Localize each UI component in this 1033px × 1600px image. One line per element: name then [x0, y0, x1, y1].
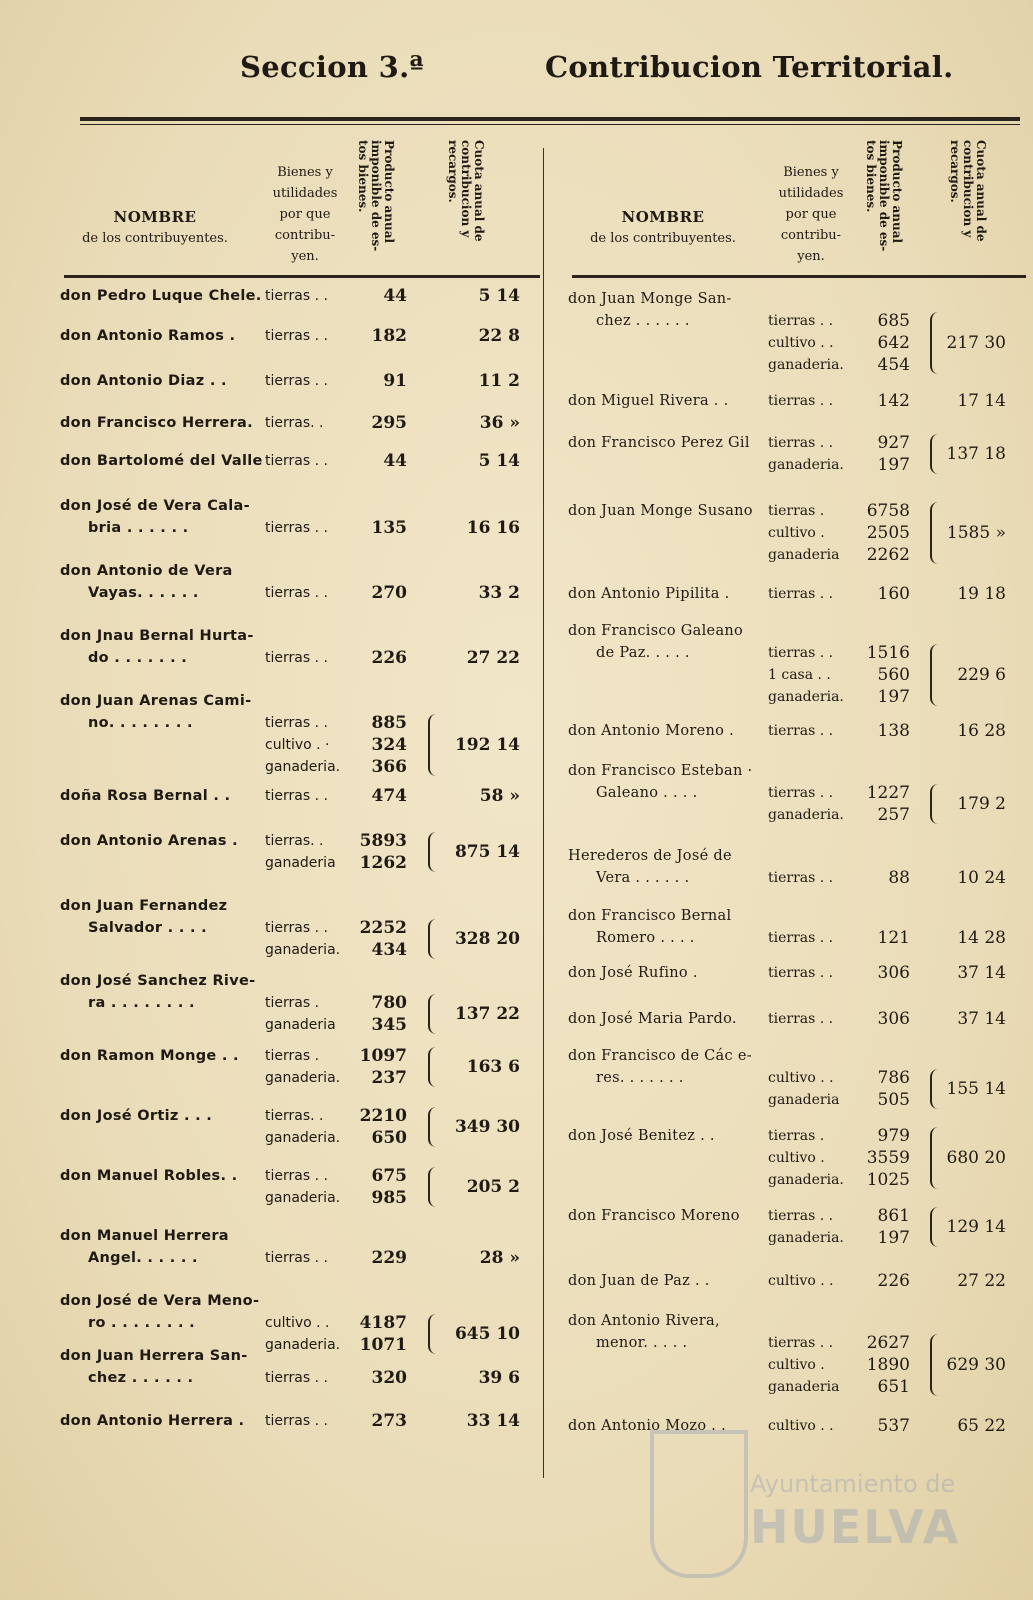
name-line: don Pedro Luque Chele. [60, 288, 262, 304]
annual-quota: 1585 » [946, 523, 1006, 543]
name-line: don Antonio Arenas . [60, 833, 238, 849]
contributor-name [60, 285, 262, 307]
annual-quota: 349 30 [454, 1117, 520, 1137]
name-line: do . . . . . . . [88, 650, 188, 666]
taxable-value: 5893 [359, 831, 407, 851]
brace [930, 1069, 942, 1109]
taxable-value: 257 [877, 805, 910, 825]
property-type: ganaderia. [265, 1337, 341, 1353]
header-nombre: NOMBRE de los contribuyentes. [82, 208, 228, 246]
property-type: tierras . . [768, 723, 834, 739]
taxable-value: 237 [371, 1068, 407, 1088]
property-type: cultivo . . [768, 1273, 834, 1289]
property-type: ganaderia. [265, 1190, 341, 1206]
property-type: cultivo . [768, 1357, 825, 1373]
brace [428, 1047, 440, 1087]
header-nombre: NOMBRE de los contribuyentes. [590, 208, 736, 246]
property-type: tierras . . [265, 715, 328, 731]
taxable-value: 1097 [359, 1046, 407, 1066]
property-type: tierras . . [265, 920, 328, 936]
annual-quota: 5 14 [478, 451, 520, 471]
annual-quota: 155 14 [946, 1079, 1006, 1099]
taxable-value: 1516 [866, 643, 910, 663]
taxable-value: 324 [371, 735, 407, 755]
annual-quota: 11 2 [478, 371, 520, 391]
name-line: don Jnau Bernal Hurta- [60, 628, 254, 644]
annual-quota: 875 14 [454, 842, 520, 862]
property-type: ganaderia. [768, 807, 844, 823]
name-line: don José Benitez . . [568, 1128, 715, 1144]
taxable-value: 1025 [866, 1170, 910, 1190]
property-type: tierras . . [265, 288, 328, 304]
annual-quota: 129 14 [946, 1217, 1006, 1237]
annual-quota: 17 14 [957, 391, 1006, 411]
property-type: cultivo . [768, 1150, 825, 1166]
property-type: ganaderia. [768, 457, 844, 473]
taxable-value: 135 [371, 518, 407, 538]
contributor-name [568, 500, 753, 522]
name-line: no. . . . . . . . [88, 715, 193, 731]
taxable-value: 985 [371, 1188, 407, 1208]
property-type: tierras . . [768, 870, 834, 886]
header-cuota: Cuota anual de contribucion y recargos. [948, 140, 988, 242]
contributor-name [568, 1205, 740, 1227]
property-type: ganaderia [768, 547, 840, 563]
property-type: ganaderia [265, 1017, 336, 1033]
name-line: don Manuel Herrera [60, 1228, 229, 1244]
taxable-value: 44 [383, 451, 407, 471]
name-line: Vayas. . . . . . [88, 585, 199, 601]
annual-quota: 163 6 [466, 1057, 520, 1077]
taxable-value: 273 [371, 1411, 407, 1431]
name-line: don Francisco Herrera. [60, 415, 253, 431]
property-type: tierras . . [265, 1168, 328, 1184]
name-line: Vera . . . . . . [596, 870, 690, 886]
name-line: don Francisco Galeano [568, 623, 744, 639]
property-type: cultivo . . [265, 1315, 330, 1331]
shield-icon [650, 1430, 748, 1578]
name-line: don Antonio Ramos . [60, 328, 236, 344]
taxable-value: 142 [877, 391, 910, 411]
brace [428, 994, 440, 1034]
taxable-value: 861 [877, 1206, 910, 1226]
name-line: bria . . . . . . [88, 520, 189, 536]
annual-quota: 328 20 [454, 929, 520, 949]
taxable-value: 685 [877, 311, 910, 331]
contributor-name [60, 970, 255, 1014]
name-line: Romero . . . . [596, 930, 695, 946]
name-line: chez . . . . . . [596, 313, 690, 329]
property-type: tierras . . [768, 313, 834, 329]
contributor-name [568, 1270, 710, 1292]
taxable-value: 979 [877, 1126, 910, 1146]
annual-quota: 37 14 [957, 1009, 1006, 1029]
taxable-value: 270 [371, 583, 407, 603]
property-type: tierras . . [265, 520, 328, 536]
name-line: don Juan de Paz . . [568, 1273, 710, 1289]
name-line: don José de Vera Meno- [60, 1293, 260, 1309]
property-type: ganaderia. [768, 357, 844, 373]
property-type: tierras . [265, 1048, 320, 1064]
annual-quota: 27 22 [957, 1271, 1006, 1291]
page-title: Contribucion Territorial. [545, 50, 954, 84]
name-line: don José Ortiz . . . [60, 1108, 213, 1124]
contributor-name [60, 495, 250, 539]
taxable-value: 138 [877, 721, 910, 741]
name-line: don Bartolomé del Valle [60, 453, 263, 469]
annual-quota: 14 28 [957, 928, 1006, 948]
taxable-value: 454 [877, 355, 910, 375]
contributor-name [60, 1225, 229, 1269]
header-cuota: Cuota anual de contribucion y recargos. [446, 140, 486, 242]
taxable-value: 1890 [866, 1355, 910, 1375]
annual-quota: 33 2 [478, 583, 520, 603]
watermark [650, 1430, 960, 1570]
brace [428, 1107, 440, 1147]
contributor-name [60, 830, 238, 852]
name-line: don Juan Fernandez [60, 898, 228, 914]
name-line: don Antonio Diaz . . [60, 373, 227, 389]
name-line: don José de Vera Cala- [60, 498, 250, 514]
property-type: ganaderia. [265, 1130, 341, 1146]
contributor-name [60, 1290, 259, 1334]
taxable-value: 1227 [866, 783, 910, 803]
name-line: Galeano . . . . [596, 785, 698, 801]
header-producto: Producto anual imponible de es- tos bienes. [864, 140, 904, 252]
contributor-name [60, 1165, 237, 1187]
name-line: de Paz. . . . . [596, 645, 690, 661]
taxable-value: 2505 [866, 523, 910, 543]
header-producto: Producto anual imponible de es- tos bienes. [356, 140, 396, 252]
annual-quota: 137 18 [946, 444, 1006, 464]
contributor-name [60, 1105, 212, 1127]
name-line: don Antonio Mozo . . [568, 1418, 727, 1434]
property-type: 1 casa . . [768, 667, 831, 683]
taxable-value: 2262 [866, 545, 910, 565]
header-bienes: Bienes y utilidades por que contribu- yen. [272, 165, 338, 264]
property-type: tierras . . [265, 650, 328, 666]
contributor-name [568, 390, 729, 412]
taxable-value: 295 [371, 413, 407, 433]
name-line: don Antonio Pipilita . [568, 586, 730, 602]
contributor-name [568, 720, 734, 742]
annual-quota: 27 22 [466, 648, 520, 668]
taxable-value: 197 [877, 455, 910, 475]
contributor-name [568, 1125, 715, 1147]
name-line: don Miguel Rivera . . [568, 393, 729, 409]
taxable-value: 4187 [359, 1313, 407, 1333]
name-line: don Juan Arenas Cami- [60, 693, 252, 709]
brace [930, 1334, 942, 1396]
property-type: tierras . . [768, 586, 834, 602]
title-rule-thin [80, 124, 1020, 125]
taxable-value: 366 [371, 757, 407, 777]
watermark-text: Ayuntamiento de [750, 1470, 956, 1498]
taxable-value: 320 [371, 1368, 407, 1388]
taxable-value: 121 [877, 928, 910, 948]
brace [428, 714, 440, 776]
taxable-value: 306 [877, 963, 910, 983]
property-type: tierras . . [768, 785, 834, 801]
annual-quota: 10 24 [957, 868, 1006, 888]
taxable-value: 44 [383, 286, 407, 306]
taxable-value: 160 [877, 584, 910, 604]
brace [428, 1167, 440, 1207]
name-line: don José Rufino . [568, 965, 698, 981]
brace [930, 502, 942, 564]
annual-quota: 629 30 [946, 1355, 1006, 1375]
name-line: don Antonio de Vera [60, 563, 233, 579]
property-type: tierras . . [768, 965, 834, 981]
property-type: cultivo . [768, 525, 825, 541]
section-title: Seccion 3.ª [240, 50, 424, 84]
name-line: don Juan Monge San- [568, 291, 732, 307]
property-type: tierras . . [265, 1370, 328, 1386]
contributor-name [60, 325, 235, 347]
contributor-name [60, 370, 227, 392]
property-type: tierras . . [768, 435, 834, 451]
name-line: doña Rosa Bernal . . [60, 788, 231, 804]
contributor-name [568, 432, 750, 454]
contributor-name [568, 1045, 752, 1089]
brace [930, 784, 942, 824]
taxable-value: 642 [877, 333, 910, 353]
brace [428, 1314, 440, 1354]
contributor-name [60, 1410, 244, 1432]
contributor-name [568, 620, 743, 664]
taxable-value: 345 [371, 1015, 407, 1035]
property-type: tierras. . [265, 833, 324, 849]
taxable-value: 197 [877, 1228, 910, 1248]
taxable-value: 537 [877, 1416, 910, 1436]
annual-quota: 179 2 [957, 794, 1006, 814]
property-type: ganaderia. [768, 1172, 844, 1188]
annual-quota: 36 » [479, 413, 520, 433]
taxable-value: 1071 [359, 1335, 407, 1355]
contributor-name [568, 905, 731, 949]
name-line: don Francisco de Các e- [568, 1048, 752, 1064]
taxable-value: 650 [371, 1128, 407, 1148]
contributor-name [60, 1345, 248, 1389]
taxable-value: 927 [877, 433, 910, 453]
name-line: don Antonio Moreno . [568, 723, 735, 739]
name-line: don Francisco Moreno [568, 1208, 740, 1224]
annual-quota: 33 14 [466, 1411, 520, 1431]
taxable-value: 1262 [359, 853, 407, 873]
property-type: cultivo . . [768, 1070, 834, 1086]
property-type: cultivo . . [768, 1418, 834, 1434]
annual-quota: 39 6 [478, 1368, 520, 1388]
property-type: ganaderia. [265, 942, 341, 958]
name-line: chez . . . . . . [88, 1370, 194, 1386]
taxable-value: 88 [888, 868, 910, 888]
name-line: don Antonio Rivera, [568, 1313, 720, 1329]
property-type: ganaderia. [265, 759, 341, 775]
taxable-value: 226 [371, 648, 407, 668]
annual-quota: 645 10 [454, 1324, 520, 1344]
name-line: Herederos de José de [568, 848, 732, 864]
brace [428, 832, 440, 872]
property-type: tierras . . [265, 328, 328, 344]
contributor-name [568, 962, 698, 984]
name-line: res. . . . . . . [596, 1070, 684, 1086]
name-line: ro . . . . . . . . [88, 1315, 195, 1331]
property-type: tierras . . [768, 393, 834, 409]
name-line: Salvador . . . . [88, 920, 207, 936]
annual-quota: 37 14 [957, 963, 1006, 983]
property-type: tierras . . [768, 1335, 834, 1351]
taxable-value: 91 [383, 371, 407, 391]
taxable-value: 560 [877, 665, 910, 685]
watermark-city: HUELVA [750, 1500, 961, 1554]
contributor-name [568, 288, 732, 332]
annual-quota: 205 2 [466, 1177, 520, 1197]
contributor-name [60, 690, 251, 734]
taxable-value: 434 [371, 940, 407, 960]
contributor-name [568, 845, 732, 889]
column-divider [543, 148, 544, 1478]
property-type: tierras. . [265, 1108, 324, 1124]
name-line: don Juan Monge Susano [568, 503, 753, 519]
property-type: ganaderia. [768, 689, 844, 705]
property-type: cultivo . . [768, 335, 834, 351]
property-type: ganaderia [265, 855, 336, 871]
annual-quota: 137 22 [454, 1004, 520, 1024]
brace [930, 644, 942, 706]
brace [930, 312, 942, 374]
contributor-name [568, 1310, 720, 1354]
table-header [568, 140, 1026, 278]
name-line: don Antonio Herrera . [60, 1413, 245, 1429]
contributor-name [568, 583, 730, 605]
annual-quota: 58 » [479, 786, 520, 806]
property-type: tierras . . [768, 1011, 834, 1027]
header-rule [64, 275, 540, 278]
brace [930, 434, 942, 474]
taxable-value: 2252 [359, 918, 407, 938]
property-type: tierras . . [265, 373, 328, 389]
taxable-value: 306 [877, 1009, 910, 1029]
name-line: don Francisco Bernal [568, 908, 732, 924]
brace [930, 1127, 942, 1189]
annual-quota: 65 22 [957, 1416, 1006, 1436]
name-line: don Juan Herrera San- [60, 1348, 248, 1364]
property-type: ganaderia. [768, 1230, 844, 1246]
name-line: don Manuel Robles. . [60, 1168, 238, 1184]
taxable-value: 3559 [866, 1148, 910, 1168]
contributor-name [60, 625, 254, 669]
property-type: tierras . [265, 995, 320, 1011]
contributor-name [60, 412, 253, 434]
title-rule [80, 117, 1020, 121]
taxable-value: 651 [877, 1377, 910, 1397]
taxable-value: 675 [371, 1166, 407, 1186]
taxable-value: 780 [371, 993, 407, 1013]
property-type: ganaderia [768, 1379, 840, 1395]
property-type: tierras . . [265, 788, 328, 804]
annual-quota: 16 16 [466, 518, 520, 538]
property-type: tierras. . [265, 415, 324, 431]
taxable-value: 197 [877, 687, 910, 707]
taxable-value: 2210 [359, 1106, 407, 1126]
property-type: ganaderia. [265, 1070, 341, 1086]
property-type: tierras . . [265, 453, 328, 469]
property-type: ganaderia [768, 1092, 840, 1108]
contributor-name [60, 1045, 239, 1067]
brace [930, 1207, 942, 1247]
taxable-value: 229 [371, 1248, 407, 1268]
property-type: tierras . . [768, 1208, 834, 1224]
contributor-name [568, 760, 752, 804]
annual-quota: 22 8 [478, 326, 520, 346]
taxable-value: 182 [371, 326, 407, 346]
contributor-name [60, 560, 233, 604]
name-line: don Francisco Esteban · [568, 763, 753, 779]
annual-quota: 229 6 [957, 665, 1006, 685]
property-type: tierras . [768, 1128, 825, 1144]
taxable-value: 786 [877, 1068, 910, 1088]
contributor-name [60, 785, 230, 807]
table-header [60, 140, 540, 278]
annual-quota: 5 14 [478, 286, 520, 306]
taxable-value: 226 [877, 1271, 910, 1291]
contributor-name [568, 1008, 737, 1030]
annual-quota: 28 » [479, 1248, 520, 1268]
annual-quota: 19 18 [957, 584, 1006, 604]
property-type: tierras . . [265, 585, 328, 601]
contributor-name [60, 895, 227, 939]
name-line: don José Sanchez Rive- [60, 973, 256, 989]
property-type: tierras . [768, 503, 825, 519]
header-bienes: Bienes y utilidades por que contribu- yen. [778, 165, 844, 264]
property-type: tierras . . [265, 1250, 328, 1266]
property-type: tierras . . [768, 930, 834, 946]
name-line: ra . . . . . . . . [88, 995, 195, 1011]
name-line: don Ramon Monge . . [60, 1048, 239, 1064]
taxable-value: 505 [877, 1090, 910, 1110]
annual-quota: 192 14 [454, 735, 520, 755]
taxable-value: 6758 [866, 501, 910, 521]
property-type: tierras . . [265, 1413, 328, 1429]
brace [428, 919, 440, 959]
contributor-name [60, 450, 263, 472]
name-line: menor. . . . . [596, 1335, 688, 1351]
taxable-value: 474 [371, 786, 407, 806]
annual-quota: 680 20 [946, 1148, 1006, 1168]
name-line: Angel. . . . . . [88, 1250, 198, 1266]
property-type: tierras . . [768, 645, 834, 661]
header-rule [572, 275, 1026, 278]
property-type: cultivo . · [265, 737, 330, 753]
annual-quota: 16 28 [957, 721, 1006, 741]
name-line: don Francisco Perez Gil [568, 435, 750, 451]
taxable-value: 885 [371, 713, 407, 733]
name-line: don José Maria Pardo. [568, 1011, 737, 1027]
annual-quota: 217 30 [946, 333, 1006, 353]
taxable-value: 2627 [866, 1333, 910, 1353]
